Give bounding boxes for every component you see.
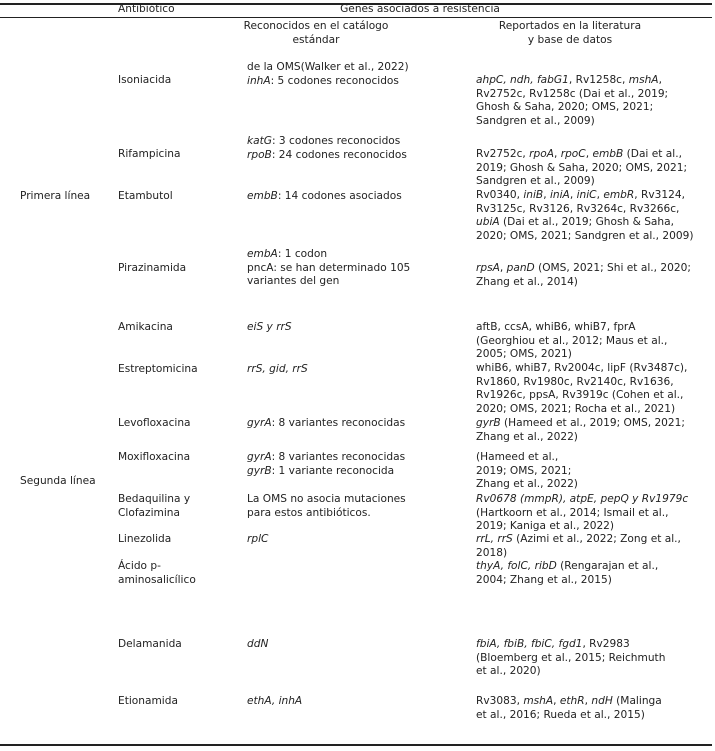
cell-line [476,335,667,349]
gene-name: thyA, folC, ribD [476,560,557,572]
text-segment: Sandgren et al., 2009) [476,114,595,127]
text-segment: 2019; Kaniga et al., 2022) [476,520,615,533]
literature-genes [476,695,662,722]
literature-genes [476,451,578,492]
text-segment: : 3 codones reconocidos [272,135,401,147]
literature-genes [476,493,688,534]
text-segment: : 1 codon [277,248,328,260]
header-literature [499,20,641,47]
literature-genes [476,189,694,243]
gene-name: ethR [559,695,585,707]
gene-name: mshA [628,74,659,86]
gene-name: embB [247,190,278,202]
text-segment: Rv2752c, Rv1258c (Dai et al., 2019; [476,87,669,100]
gene-name: embR [603,189,635,201]
cell-line [247,149,407,163]
catalog-genes [247,417,405,431]
literature-genes [476,262,691,289]
text-segment: : 5 codones reconocidos [270,74,399,87]
gene-name: iniC [576,189,597,201]
text-segment: 2020; OMS, 2021; Sandgren et al., 2009) [476,229,694,242]
literature-genes [476,148,687,189]
header-literature-line: Reportados en la literatura [498,20,642,32]
gene-name: ahpC, ndh, fabG1 [476,74,569,86]
cell-line [247,533,268,547]
gene-name: embB [592,148,624,160]
cell-line [476,652,665,666]
gene-name: katG [247,135,272,147]
cell-line [247,275,410,289]
cell-line [476,520,688,534]
cell-line [118,451,190,465]
gene-name: gyrB [247,464,272,477]
text-segment: Levofloxacina [118,417,191,429]
gene-name: iniB [523,189,544,201]
gene-name: ddN [247,638,269,650]
bottom-rule [0,744,712,746]
header-antibiotic: Antibiótico [118,3,175,15]
cell-line [476,148,687,162]
text-segment: 2004; Zhang et al., 2015) [476,573,612,586]
text-segment: aftB, ccsA, whiB6, whiB7, fprA [476,321,636,333]
text-segment: (Georghiou et al., 2012; Maus et al., [476,334,668,347]
literature-genes [476,417,685,444]
group-first-line: Primera línea [20,190,91,202]
cell-line [118,638,182,652]
literature-genes [476,638,665,679]
text-segment: (Dai et al., 2019; Ghosh & Saha, [499,216,674,229]
cell-line [476,74,668,88]
cell-line [118,417,191,431]
gene-name: embA [247,248,278,260]
text-segment: Isoniacida [118,74,172,86]
gene-name: rpoC [560,148,586,160]
cell-line [476,695,662,709]
text-segment: (Bloemberg et al., 2015; Reichmuth [476,651,666,664]
cell-line [476,115,668,129]
text-segment: , [569,189,577,201]
catalog-genes [247,61,409,88]
antibiotic-name [118,560,196,587]
catalog-genes [247,135,407,162]
text-segment: : 8 variantes reconocidas [271,417,406,429]
cell-line [476,389,687,403]
antibiotic-name [118,262,186,276]
cell-line [476,574,658,588]
gene-name: ethA, inhA [247,695,303,707]
antibiotic-name [118,417,191,431]
cell-line [247,451,405,465]
gene-name: fbiA, fbiB, fbiC, fgd1 [476,638,583,650]
gene-name: rrL, rrS [476,533,513,545]
cell-line [118,493,190,507]
text-segment: Estreptomicina [118,363,198,375]
cell-line [476,376,687,390]
antibiotic-name [118,190,173,204]
text-segment: Rv0340, [476,189,524,201]
cell-line [476,348,667,362]
catalog-genes [247,533,268,547]
cell-line [476,262,691,276]
cell-line [476,162,687,176]
cell-line [118,507,190,521]
cell-line [118,190,173,204]
cell-line [118,363,198,377]
text-segment: Ghosh & Saha, 2020; OMS, 2021; [476,101,654,114]
cell-line [247,417,405,431]
text-segment: de la OMS(Walker et al., 2022) [247,61,409,73]
text-segment: variantes del gen [247,275,340,288]
cell-line [476,547,681,561]
catalog-genes [247,695,302,709]
text-segment: , [584,695,592,707]
text-segment: (Dai et al., [623,148,682,160]
text-segment: 2019; OMS, 2021; [476,464,572,477]
cell-line [247,695,302,709]
text-segment: Rv3083, [476,695,524,707]
antibiotic-name [118,321,173,335]
literature-genes [476,321,667,362]
cell-line [247,465,405,479]
cell-line [476,638,665,652]
catalog-genes [247,451,405,478]
cell-line [476,451,578,465]
cell-line [247,321,292,335]
cell-line [476,362,687,376]
catalog-genes [247,638,268,652]
text-segment: et al., 2016; Rueda et al., 2015) [476,708,645,721]
cell-line [476,203,694,217]
header-catalog-line: estándar [292,33,340,46]
text-segment: Zhang et al., 2014) [476,275,578,288]
header-rule [0,17,712,18]
text-segment: Sandgren et al., 2009) [476,175,595,188]
text-segment: Delamanida [118,638,182,650]
antibiotic-name [118,533,171,547]
cell-line [247,61,409,75]
header-genes: Genes asociados a resistencia [340,3,500,15]
text-segment: Amikacina [118,321,173,333]
cell-line [476,321,667,335]
cell-line [118,148,181,162]
antibiotic-name [118,74,171,88]
text-segment: , Rv2983 [582,638,630,650]
text-segment: , [596,189,604,201]
text-segment: : 1 variante reconocida [271,464,395,477]
cell-line [476,431,685,445]
text-segment: et al., 2020) [476,665,541,678]
catalog-genes [247,493,406,520]
literature-genes [476,74,668,128]
antibiotic-name [118,363,198,377]
text-segment: Bedaquilina y [118,493,191,505]
cell-line [118,74,171,88]
cell-line [476,403,687,417]
gene-name: Rv0678 (mmpR), atpE, pepQ y Rv1979c [476,493,689,505]
antibiotic-name [118,695,178,709]
catalog-genes [247,248,410,289]
text-segment: Clofazimina [118,506,181,519]
antibiotic-name [118,493,190,520]
cell-line [247,638,268,652]
text-segment: , [543,189,550,201]
cell-line [118,560,196,574]
cell-line [247,75,409,89]
cell-line [476,478,578,492]
gene-name: mshA [523,695,554,707]
cell-line [118,574,196,588]
antibiotic-name [118,638,182,652]
catalog-genes [247,190,402,204]
cell-line [476,216,694,230]
group-second-line: Segunda línea [20,475,96,487]
cell-line [247,507,406,521]
cell-line [247,248,410,262]
cell-line [476,493,688,507]
text-segment: Rv1926c, ppsA, Rv3919c (Cohen et al., [476,389,684,402]
text-segment: , [553,148,561,160]
text-segment: (Rengarajan et al., [556,560,659,572]
cell-line [476,533,681,547]
text-segment: pncA: se han determinado 105 [247,261,411,274]
cell-line [118,695,178,709]
header-literature-line: y base de datos [527,33,613,46]
text-segment: Zhang et al., 2022) [476,478,578,491]
gene-name: gyrA [247,417,272,429]
cell-line [247,135,407,149]
gene-name: iniA [549,189,570,201]
cell-line [476,709,662,723]
header-catalog-line: Reconocidos en el catálogo [243,20,389,32]
text-segment: : 8 variantes reconocidas [271,451,406,463]
text-segment: (Hartkoorn et al., 2014; Ismail et al., [476,506,669,519]
text-segment: (Hameed et al., 2019; OMS, 2021; [500,417,685,429]
cell-line [476,417,685,431]
cell-line [118,533,171,547]
gene-name: ndH [591,695,613,707]
catalog-genes [247,363,308,377]
cell-line [247,363,308,377]
cell-line [476,230,694,244]
cell-line [476,101,668,115]
text-segment: , [585,148,593,160]
text-segment: Linezolida [118,533,172,545]
text-segment: , [499,262,507,274]
text-segment: 2018) [476,546,508,559]
gene-name: inhA [247,74,271,87]
text-segment: Rv3125c, Rv3126, Rv3264c, Rv3266c, [476,202,680,215]
antibiotic-name [118,148,181,162]
catalog-genes [247,321,292,335]
gene-name: rpsA [476,262,500,274]
gene-name: ubiA [476,216,500,229]
text-segment: (Malinga [612,695,662,707]
text-segment: whiB6, whiB7, Rv2004c, lipF (Rv3487c), [476,362,688,374]
cell-line [247,493,406,507]
gene-name: rpoB [247,148,272,161]
text-segment: Moxifloxacina [118,451,191,463]
header-catalog [244,20,389,47]
cell-line [476,189,694,203]
gene-name: rplC [247,533,269,545]
cell-line [476,276,691,290]
text-segment: : 14 codones asociados [277,190,402,202]
cell-line [476,507,688,521]
text-segment: , [658,74,662,86]
text-segment: La OMS no asocia mutaciones [247,493,406,505]
cell-line [476,175,687,189]
text-segment: : 24 codones reconocidos [271,148,407,161]
cell-line [247,190,402,204]
text-segment: (Hameed et al., [476,451,559,463]
cell-line [118,321,173,335]
cell-line [476,465,578,479]
gene-name: rpoA [529,148,554,160]
text-segment: , Rv3124, [634,189,685,201]
text-segment: , [553,695,560,707]
text-segment: Rv2752c, [476,148,530,160]
text-segment: Rv1860, Rv1980c, Rv2140c, Rv1636, [476,375,674,388]
gene-name: rrS, gid, rrS [247,363,308,375]
gene-name: eiS y rrS [247,321,292,333]
gene-name: gyrA [247,451,272,463]
text-segment: Ácido p- [118,560,161,572]
literature-genes [476,362,687,416]
text-segment: 2019; Ghosh & Saha, 2020; OMS, 2021; [476,161,688,174]
cell-line [476,560,658,574]
cell-line [476,88,668,102]
antibiotic-name [118,451,190,465]
text-segment: Etionamida [118,695,178,707]
literature-genes [476,533,681,560]
literature-genes [476,560,658,587]
gene-name: panD [506,262,535,274]
text-segment: Rifampicina [118,148,181,160]
text-segment: 2005; OMS, 2021) [476,348,572,361]
text-segment: , Rv1258c, [568,74,629,86]
text-segment: Etambutol [118,190,173,202]
text-segment: Zhang et al., 2022) [476,430,578,443]
text-segment: Pirazinamida [118,262,187,274]
text-segment: (OMS, 2021; Shi et al., 2020; [534,262,691,274]
cell-line [476,665,665,679]
gene-name: gyrB [476,417,501,429]
text-segment: 2020; OMS, 2021; Rocha et al., 2021) [476,402,676,415]
text-segment: aminosalicílico [118,573,196,586]
cell-line [118,262,186,276]
cell-line [247,262,410,276]
text-segment: para estos antibióticos. [247,506,371,519]
text-segment: (Azimi et al., 2022; Zong et al., [512,533,681,545]
